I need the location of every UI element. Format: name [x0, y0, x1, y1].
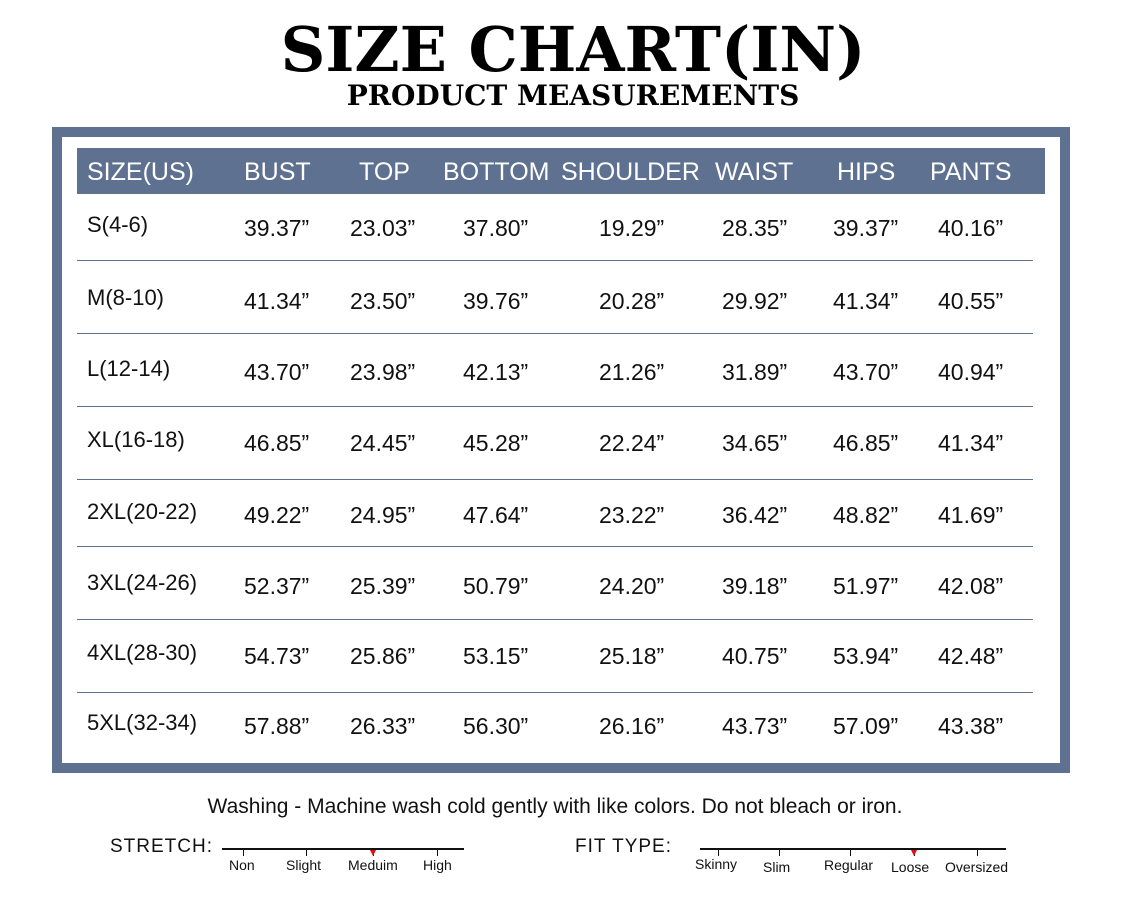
fit-type-option-skinny: Skinny [695, 856, 738, 872]
measurement-cell: 28.35” [722, 215, 788, 241]
washing-instructions: Washing - Machine wash cold gently with like colors. Do not bleach or iron. [207, 795, 903, 818]
size-table-frame [52, 127, 1070, 773]
measurement-cell: 49.22” [244, 502, 310, 528]
fit-type-option-regular: Regular [824, 857, 874, 873]
header-pants: PANTS [930, 158, 1012, 186]
measurement-cell: 41.34” [833, 288, 899, 314]
header-waist: WAIST [715, 158, 794, 186]
measurement-cell: 20.28” [599, 288, 665, 314]
measurement-cell: 43.73” [722, 713, 788, 739]
measurement-cell: 39.76” [463, 288, 529, 314]
measurement-cell: 53.15” [463, 643, 529, 669]
measurement-cell: 41.34” [244, 288, 310, 314]
measurement-cell: 23.98” [350, 359, 416, 385]
measurement-cell: 36.42” [722, 502, 788, 528]
fit-type-option-slim: Slim [763, 859, 791, 875]
stretch-option-non: Non [229, 857, 255, 873]
measurement-cell: 40.55” [938, 288, 1004, 314]
measurement-cell: 42.08” [938, 573, 1004, 599]
row-divider [77, 619, 1033, 620]
measurement-cell: 43.70” [833, 359, 899, 385]
page-title: SIZE CHART(IN) [280, 13, 866, 86]
measurement-cell: 24.45” [350, 430, 416, 456]
size-label: 3XL(24-26) [87, 570, 198, 595]
measurement-cell: 41.69” [938, 502, 1004, 528]
measurement-cell: 46.85” [244, 430, 310, 456]
header-bottom: BOTTOM [443, 158, 550, 186]
measurement-cell: 23.50” [350, 288, 416, 314]
size-label: 2XL(20-22) [87, 499, 198, 524]
measurement-cell: 34.65” [722, 430, 788, 456]
measurement-cell: 42.13” [463, 359, 529, 385]
header-top: TOP [359, 158, 410, 186]
measurement-cell: 21.26” [599, 359, 665, 385]
page-subtitle: PRODUCT MEASUREMENTS [346, 79, 800, 112]
size-label: 4XL(28-30) [87, 640, 198, 665]
stretch-option-high: High [423, 857, 452, 873]
measurement-cell: 26.16” [599, 713, 665, 739]
measurement-cell: 25.39” [350, 573, 416, 599]
measurement-cell: 39.18” [722, 573, 788, 599]
measurement-cell: 42.48” [938, 643, 1004, 669]
stretch-selected-marker-icon [370, 850, 376, 856]
measurement-cell: 48.82” [833, 502, 899, 528]
fit-type-selected-marker-icon [911, 850, 917, 856]
measurement-cell: 40.16” [938, 215, 1004, 241]
fit-type-option-oversized: Oversized [945, 859, 1009, 875]
header-hips: HIPS [837, 158, 896, 186]
measurement-cell: 43.70” [244, 359, 310, 385]
measurement-cell: 57.09” [833, 713, 899, 739]
measurement-cell: 39.37” [833, 215, 899, 241]
measurement-cell: 57.88” [244, 713, 310, 739]
measurement-cell: 29.92” [722, 288, 788, 314]
row-divider [77, 692, 1033, 693]
fit-type-tick [779, 849, 780, 856]
size-label: L(12-14) [87, 356, 171, 381]
measurement-cell: 53.94” [833, 643, 899, 669]
measurement-cell: 25.18” [599, 643, 665, 669]
row-divider [77, 479, 1033, 480]
measurement-cell: 37.80” [463, 215, 529, 241]
size-label: XL(16-18) [87, 427, 185, 452]
row-divider [77, 406, 1033, 407]
measurement-cell: 40.94” [938, 359, 1004, 385]
measurement-cell: 41.34” [938, 430, 1004, 456]
stretch-option-meduim: Meduim [348, 857, 398, 873]
measurement-cell: 43.38” [938, 713, 1004, 739]
measurement-cell: 39.37” [244, 215, 310, 241]
measurement-cell: 26.33” [350, 713, 416, 739]
header-bust: BUST [244, 158, 311, 186]
stretch-option-slight: Slight [286, 857, 322, 873]
stretch-scale-line [222, 848, 464, 850]
row-divider [77, 260, 1033, 261]
size-label: 5XL(32-34) [87, 710, 198, 735]
measurement-cell: 46.85” [833, 430, 899, 456]
measurement-cell: 54.73” [244, 643, 310, 669]
measurement-cell: 52.37” [244, 573, 310, 599]
measurement-cell: 24.20” [599, 573, 665, 599]
fit-type-tick [977, 849, 978, 856]
measurement-cell: 22.24” [599, 430, 665, 456]
stretch-tick [243, 849, 244, 856]
measurement-cell: 47.64” [463, 502, 529, 528]
measurement-cell: 51.97” [833, 573, 899, 599]
header-size-us: SIZE(US) [87, 158, 194, 186]
size-label: M(8-10) [87, 285, 165, 310]
row-divider [77, 546, 1033, 547]
header-shoulder: SHOULDER [561, 158, 700, 186]
measurement-cell: 56.30” [463, 713, 529, 739]
measurement-cell: 25.86” [350, 643, 416, 669]
stretch-tick [437, 849, 438, 856]
measurement-cell: 23.22” [599, 502, 665, 528]
measurement-cell: 24.95” [350, 502, 416, 528]
size-table-panel [62, 137, 1060, 763]
measurement-cell: 19.29” [599, 215, 665, 241]
measurement-cell: 40.75” [722, 643, 788, 669]
measurement-cell: 31.89” [722, 359, 788, 385]
fit-type-option-loose: Loose [891, 859, 930, 875]
measurement-cell: 50.79” [463, 573, 529, 599]
measurement-cell: 45.28” [463, 430, 529, 456]
fit-type-label: FIT TYPE: [575, 836, 672, 857]
stretch-tick [306, 849, 307, 856]
row-divider [77, 333, 1033, 334]
measurement-cell: 23.03” [350, 215, 416, 241]
fit-type-tick [718, 849, 719, 856]
fit-type-tick [850, 849, 851, 856]
size-label: S(4-6) [87, 212, 149, 237]
stretch-label: STRETCH: [110, 836, 213, 857]
fit-type-scale-line [700, 848, 1006, 850]
